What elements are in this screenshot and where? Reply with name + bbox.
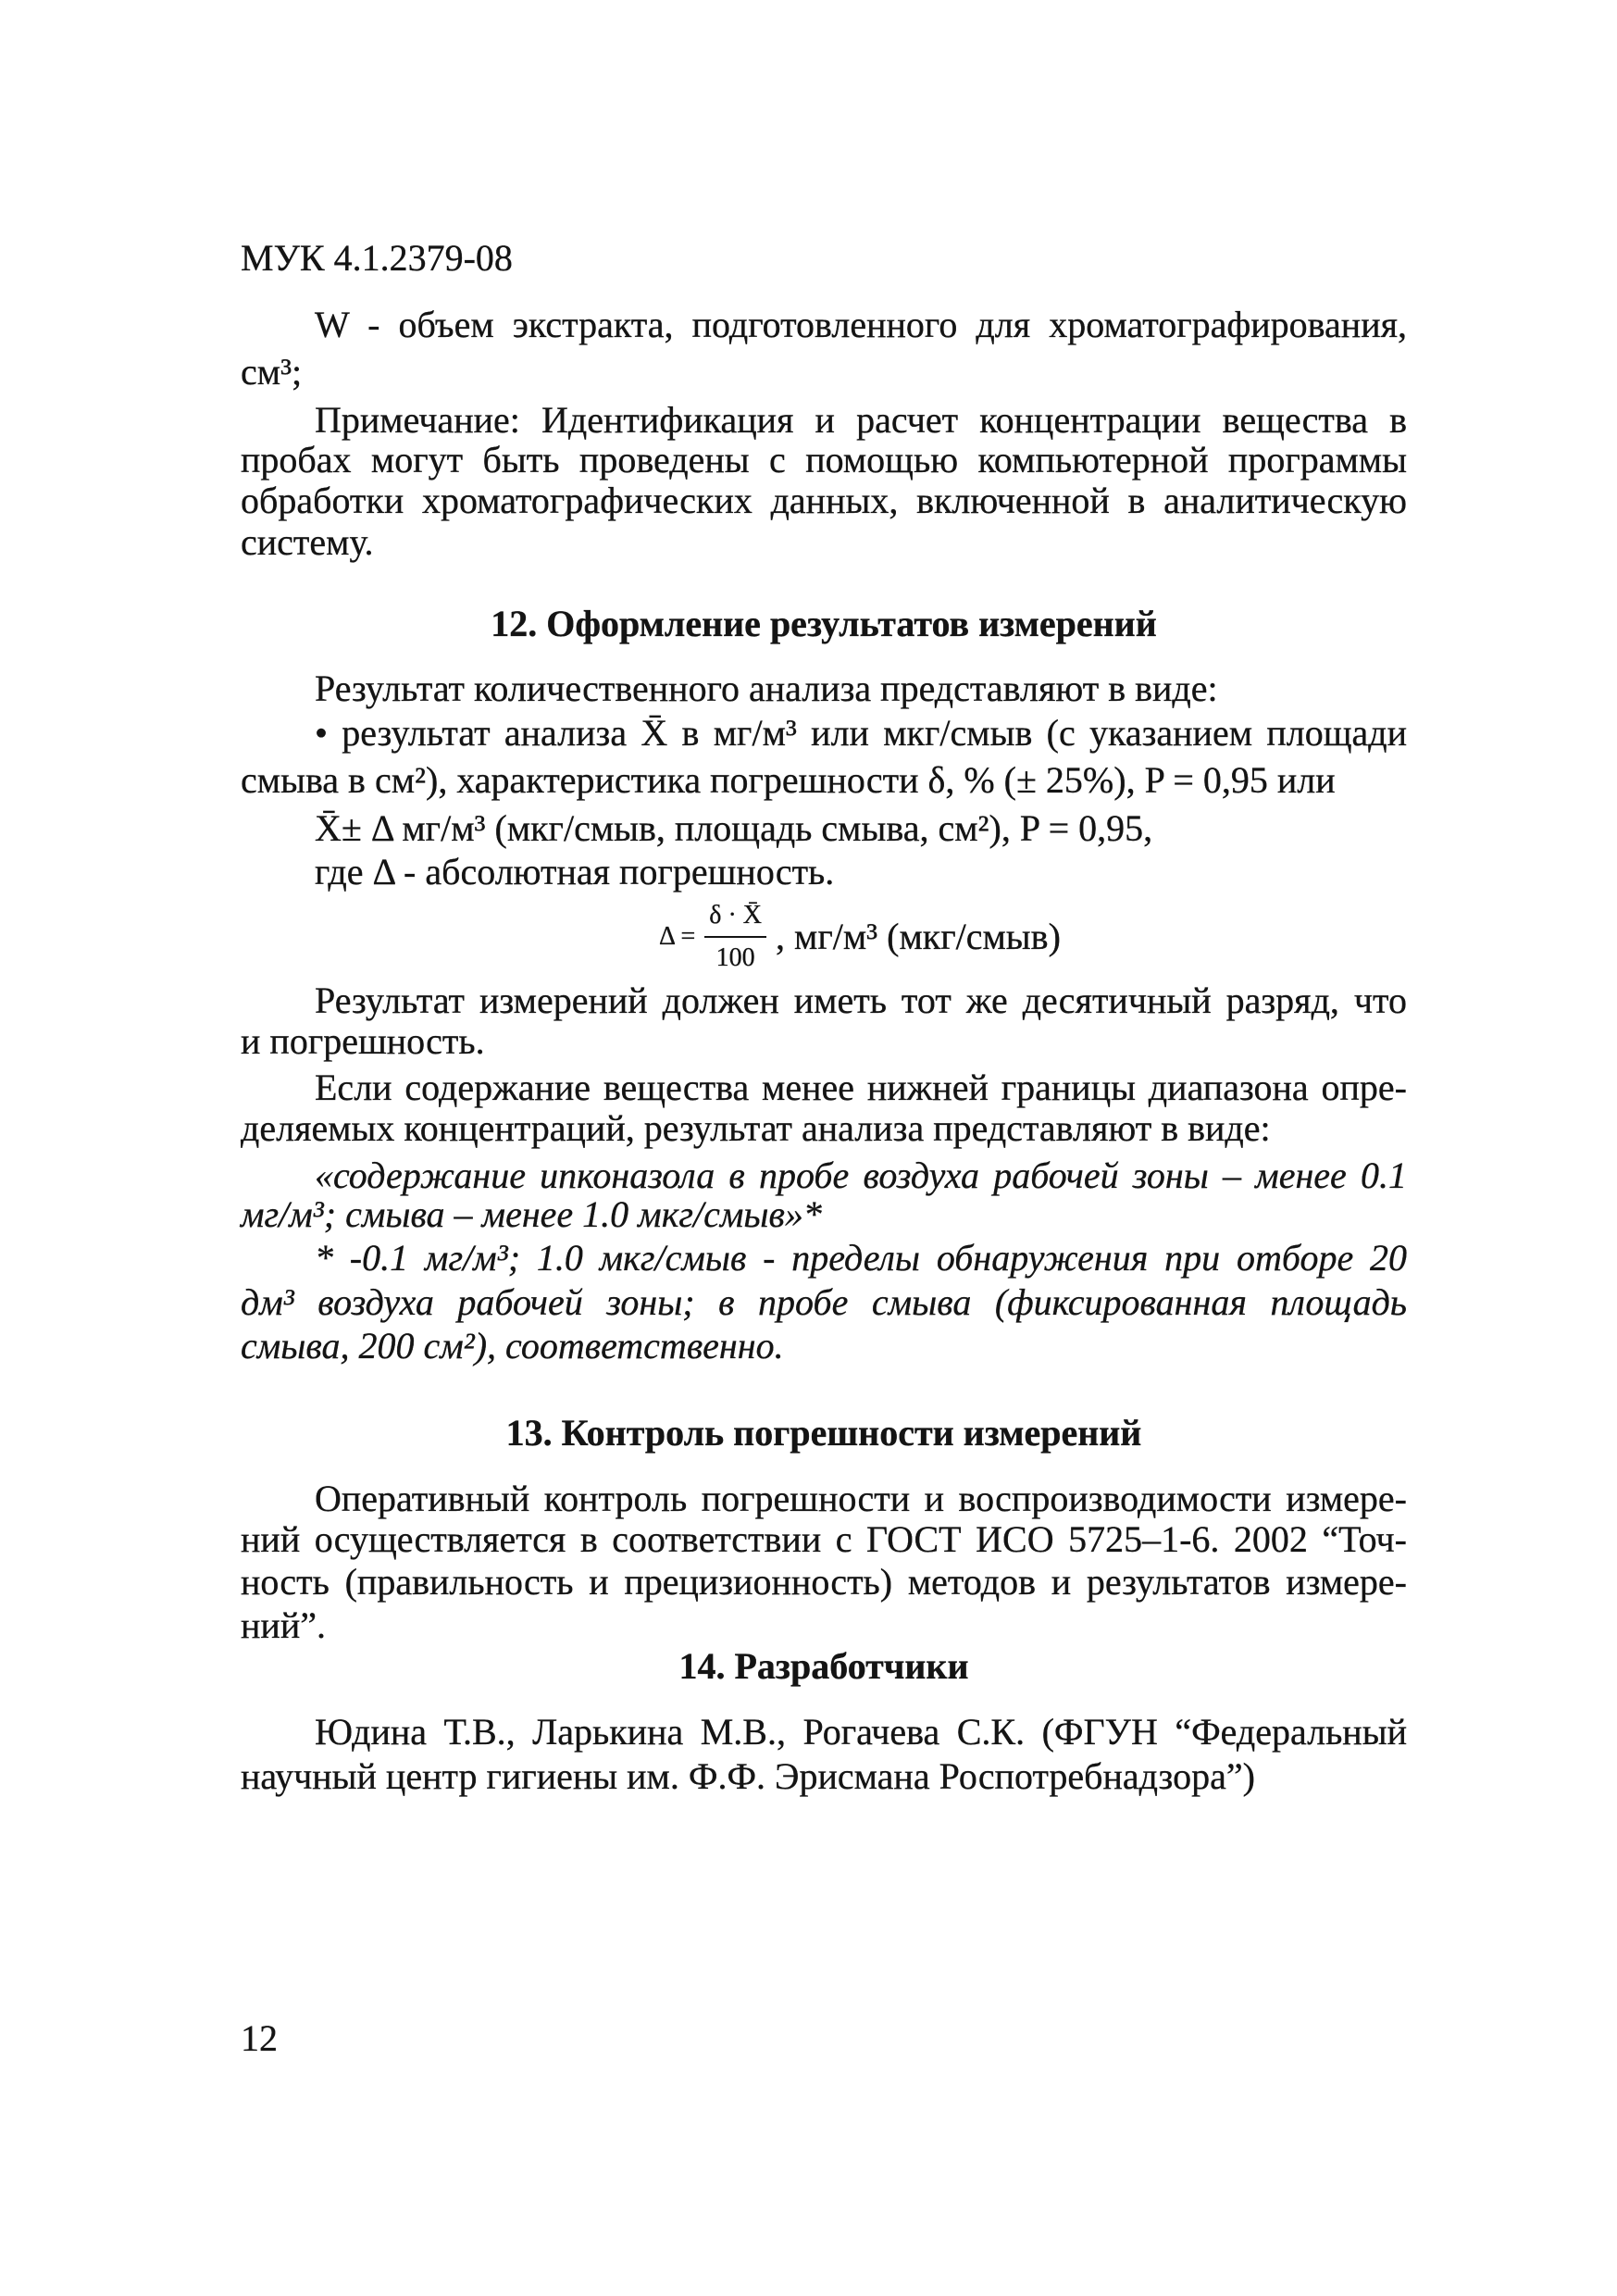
bullet-line: смыва в см²), характеристика погрешности δ, % (± 25%), P = 0,95 или	[241, 759, 1336, 801]
page-number: 12	[241, 2017, 278, 2059]
paragraph-line: Юдина Т.В., Ларькина М.В., Рогачева С.К. (ФГУН “Федеральный	[315, 1711, 1407, 1753]
paragraph-line: Оперативный контроль погрешности и воспроизводимости измере-	[315, 1478, 1407, 1519]
bullet-line: • результат анализа X̄ в мг/м³ или мкг/смыв (с указанием площади	[315, 712, 1407, 754]
paragraph-line: ность (правильность и прецизионность) методов и результатов измере-	[241, 1561, 1407, 1603]
results-intro: Результат количественного анализа представляют в виде:	[315, 668, 1218, 709]
document-code: МУК 4.1.2379-08	[241, 237, 513, 279]
formula-lhs: Δ =	[659, 922, 696, 951]
footnote-line: дм³ воздуха рабочей зоны; в пробе смыва (фиксированная площадь	[241, 1281, 1407, 1323]
paragraph-line: деляемых концентраций, результат анализа представляют в виде:	[241, 1107, 1271, 1149]
paragraph-line: Если содержание вещества менее нижней границы диапазона опре-	[315, 1067, 1407, 1108]
formula-units: , мг/м³ (мкг/смыв)	[776, 916, 1061, 957]
note-line: обработки хроматографических данных, включенной в аналитическую	[241, 480, 1407, 521]
footnote-line: смыва, 200 см²), соответственно.	[241, 1325, 784, 1366]
footnote-line: * -0.1 мг/м³; 1.0 мкг/смыв - пределы обнаружения при отборе 20	[315, 1237, 1407, 1279]
quote-line: «содержание ипконазола в пробе воздуха рабочей зоны – менее 0.1	[315, 1154, 1407, 1196]
paragraph-line: Результат измерений должен иметь тот же десятичный разряд, что	[315, 980, 1407, 1021]
section-heading: 12. Оформление результатов измерений	[491, 603, 1157, 644]
paragraph-line: и погрешность.	[241, 1020, 485, 1062]
definition-line: см³;	[241, 351, 303, 393]
formula-numerator: δ · X̄	[704, 895, 766, 938]
section-heading: 14. Разработчики	[678, 1645, 969, 1687]
note-line: Примечание: Идентификация и расчет концентрации вещества в	[315, 399, 1407, 441]
paragraph-line: ний”.	[241, 1604, 326, 1646]
definition-line: W - объем экстракта, подготовленного для хроматографирования,	[315, 304, 1407, 345]
bullet-line: X̄± Δ мг/м³ (мкг/смыв, площадь смыва, см²), P = 0,95,	[315, 807, 1153, 849]
bullet-line: где Δ - абсолютная погрешность.	[315, 851, 835, 892]
absolute-error-formula	[659, 895, 1061, 979]
note-line: пробах могут быть проведены с помощью компьютерной программы	[241, 439, 1407, 480]
formula-fraction	[704, 895, 766, 979]
quote-line: мг/м³; смыва – менее 1.0 мкг/смыв»*	[241, 1193, 822, 1235]
section-heading: 13. Контроль погрешности измерений	[505, 1412, 1142, 1454]
paragraph-line: научный центр гигиены им. Ф.Ф. Эрисмана Роспотребнадзора”)	[241, 1755, 1255, 1797]
paragraph-line: ний осуществляется в соответствии с ГОСТ ИСО 5725–1-6. 2002 “Точ-	[241, 1518, 1407, 1560]
note-line: систему.	[241, 521, 374, 563]
formula-denominator: 100	[715, 943, 755, 972]
